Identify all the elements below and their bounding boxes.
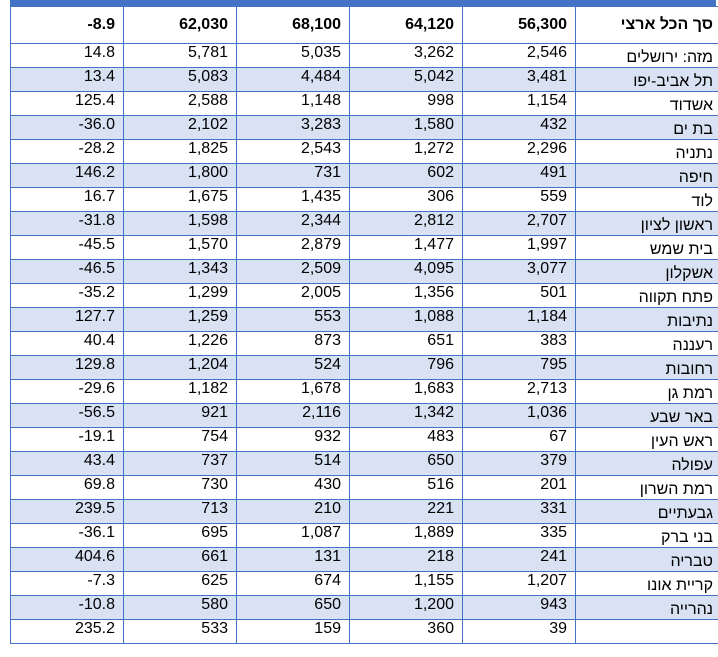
table-row <box>11 68 718 92</box>
value-cell[interactable]: 13.4 <box>11 68 124 92</box>
city-cell[interactable]: פתח תקווה <box>576 284 718 308</box>
value-cell[interactable]: 674 <box>237 572 350 596</box>
city-cell[interactable]: ראשון לציון <box>576 212 718 236</box>
value-cell[interactable]: 2,296 <box>463 140 576 164</box>
header-row <box>11 7 718 44</box>
value-cell[interactable]: 1,598 <box>124 212 237 236</box>
city-cell[interactable]: בית שמש <box>576 236 718 260</box>
table-row <box>11 596 718 620</box>
value-cell[interactable]: 651 <box>350 332 463 356</box>
value-cell[interactable]: -31.8 <box>11 212 124 236</box>
table-row <box>11 308 718 332</box>
value-cell[interactable]: 4,095 <box>350 260 463 284</box>
value-cell[interactable]: -19.1 <box>11 428 124 452</box>
value-cell[interactable]: 379 <box>463 452 576 476</box>
value-cell[interactable]: 210 <box>237 500 350 524</box>
city-cell[interactable]: טבריה <box>576 548 718 572</box>
table-row <box>11 332 718 356</box>
header-cell[interactable]: 64,120 <box>350 7 463 44</box>
city-cell[interactable]: מזה: ירושלים <box>576 44 718 68</box>
table-row <box>11 476 718 500</box>
table-row <box>11 548 718 572</box>
value-cell[interactable]: 40.4 <box>11 332 124 356</box>
value-cell[interactable]: 2,344 <box>237 212 350 236</box>
value-cell[interactable]: 754 <box>124 428 237 452</box>
value-cell[interactable]: 16.7 <box>11 188 124 212</box>
value-cell[interactable]: 1,800 <box>124 164 237 188</box>
value-cell[interactable]: 1,154 <box>463 92 576 116</box>
table-row <box>11 164 718 188</box>
table-row <box>11 572 718 596</box>
value-cell[interactable]: 491 <box>463 164 576 188</box>
value-cell[interactable]: 69.8 <box>11 476 124 500</box>
value-cell[interactable]: 1,088 <box>350 308 463 332</box>
value-cell[interactable]: 501 <box>463 284 576 308</box>
value-cell[interactable]: 1,356 <box>350 284 463 308</box>
value-cell[interactable]: 235.2 <box>11 620 124 644</box>
city-cell[interactable]: עפולה <box>576 452 718 476</box>
value-cell[interactable]: 2,713 <box>463 380 576 404</box>
value-cell[interactable]: 131 <box>237 548 350 572</box>
value-cell[interactable]: 932 <box>237 428 350 452</box>
value-cell[interactable]: 2,879 <box>237 236 350 260</box>
value-cell[interactable]: 625 <box>124 572 237 596</box>
value-cell[interactable]: 1,342 <box>350 404 463 428</box>
value-cell[interactable]: 241 <box>463 548 576 572</box>
city-cell[interactable]: ראש העין <box>576 428 718 452</box>
value-cell[interactable]: 1,207 <box>463 572 576 596</box>
value-cell[interactable]: 5,042 <box>350 68 463 92</box>
value-cell[interactable]: 2,116 <box>237 404 350 428</box>
table-row <box>11 260 718 284</box>
city-cell[interactable]: חיפה <box>576 164 718 188</box>
value-cell[interactable]: 360 <box>350 620 463 644</box>
value-cell[interactable]: 650 <box>350 452 463 476</box>
value-cell[interactable]: 533 <box>124 620 237 644</box>
value-cell[interactable]: 2,812 <box>350 212 463 236</box>
value-cell[interactable]: 1,435 <box>237 188 350 212</box>
value-cell[interactable]: 713 <box>124 500 237 524</box>
value-cell[interactable]: 43.4 <box>11 452 124 476</box>
value-cell[interactable]: -10.8 <box>11 596 124 620</box>
table-row <box>11 212 718 236</box>
header-cell[interactable]: 68,100 <box>237 7 350 44</box>
value-cell[interactable]: 1,580 <box>350 116 463 140</box>
value-cell[interactable]: 430 <box>237 476 350 500</box>
value-cell[interactable]: 239.5 <box>11 500 124 524</box>
city-cell[interactable]: תל אביב-יפו <box>576 68 718 92</box>
table-row <box>11 140 718 164</box>
value-cell[interactable]: 695 <box>124 524 237 548</box>
city-cell[interactable]: לוד <box>576 188 718 212</box>
value-cell[interactable]: 524 <box>237 356 350 380</box>
value-cell[interactable]: 1,678 <box>237 380 350 404</box>
value-cell[interactable]: 3,077 <box>463 260 576 284</box>
city-cell[interactable]: רעננה <box>576 332 718 356</box>
value-cell[interactable]: 432 <box>463 116 576 140</box>
value-cell[interactable]: 1,272 <box>350 140 463 164</box>
value-cell[interactable]: 1,683 <box>350 380 463 404</box>
table-row <box>11 524 718 548</box>
value-cell[interactable]: 553 <box>237 308 350 332</box>
value-cell[interactable]: -35.2 <box>11 284 124 308</box>
value-cell[interactable]: 559 <box>463 188 576 212</box>
value-cell[interactable]: 1,182 <box>124 380 237 404</box>
value-cell[interactable]: 1,155 <box>350 572 463 596</box>
value-cell[interactable]: 1,087 <box>237 524 350 548</box>
value-cell[interactable]: 3,481 <box>463 68 576 92</box>
header-cell[interactable]: 62,030 <box>124 7 237 44</box>
table-row <box>11 116 718 140</box>
table-row <box>11 428 718 452</box>
value-cell[interactable]: 580 <box>124 596 237 620</box>
value-cell[interactable]: 2,543 <box>237 140 350 164</box>
city-cell[interactable]: בני ברק <box>576 524 718 548</box>
city-cell[interactable]: נתניה <box>576 140 718 164</box>
value-cell[interactable]: 127.7 <box>11 308 124 332</box>
value-cell[interactable]: 730 <box>124 476 237 500</box>
city-cell[interactable]: באר שבע <box>576 404 718 428</box>
value-cell[interactable]: 1,148 <box>237 92 350 116</box>
value-cell[interactable]: 661 <box>124 548 237 572</box>
value-cell[interactable]: 146.2 <box>11 164 124 188</box>
value-cell[interactable]: 1,204 <box>124 356 237 380</box>
value-cell[interactable]: 943 <box>463 596 576 620</box>
value-cell[interactable]: 796 <box>350 356 463 380</box>
value-cell[interactable]: 3,283 <box>237 116 350 140</box>
table-row <box>11 620 718 644</box>
table-row <box>11 92 718 116</box>
value-cell[interactable]: 331 <box>463 500 576 524</box>
value-cell[interactable]: 1,036 <box>463 404 576 428</box>
header-label[interactable] <box>576 7 718 44</box>
value-cell[interactable]: 129.8 <box>11 356 124 380</box>
value-cell[interactable]: 1,226 <box>124 332 237 356</box>
value-cell[interactable]: -56.5 <box>11 404 124 428</box>
city-cell[interactable]: גבעתיים <box>576 500 718 524</box>
value-cell[interactable]: 2,588 <box>124 92 237 116</box>
table-row <box>11 356 718 380</box>
table-row <box>11 236 718 260</box>
city-cell[interactable]: אשקלון <box>576 260 718 284</box>
value-cell[interactable]: 125.4 <box>11 92 124 116</box>
value-cell[interactable]: 2,509 <box>237 260 350 284</box>
value-cell[interactable]: 2,102 <box>124 116 237 140</box>
value-cell[interactable]: 14.8 <box>11 44 124 68</box>
value-cell[interactable]: 1,675 <box>124 188 237 212</box>
city-cell[interactable]: נהרייה <box>576 596 718 620</box>
value-cell[interactable]: 483 <box>350 428 463 452</box>
value-cell[interactable]: 1,200 <box>350 596 463 620</box>
value-cell[interactable]: 306 <box>350 188 463 212</box>
value-cell[interactable]: 383 <box>463 332 576 356</box>
value-cell[interactable]: 998 <box>350 92 463 116</box>
value-cell[interactable]: 5,083 <box>124 68 237 92</box>
city-cell[interactable]: רמת גן <box>576 380 718 404</box>
value-cell[interactable]: -46.5 <box>11 260 124 284</box>
value-cell[interactable]: -36.0 <box>11 116 124 140</box>
value-cell[interactable]: 514 <box>237 452 350 476</box>
value-cell[interactable]: 1,184 <box>463 308 576 332</box>
table-row <box>11 500 718 524</box>
value-cell[interactable]: -45.5 <box>11 236 124 260</box>
value-cell[interactable]: 516 <box>350 476 463 500</box>
housing-data-table <box>10 6 718 644</box>
value-cell[interactable]: 2,707 <box>463 212 576 236</box>
value-cell[interactable]: -29.6 <box>11 380 124 404</box>
header-label-text: סך הכל ארצי <box>620 16 713 33</box>
value-cell[interactable]: 4,484 <box>237 68 350 92</box>
value-cell[interactable]: 873 <box>237 332 350 356</box>
value-cell[interactable]: 39 <box>463 620 576 644</box>
value-cell[interactable]: 1,997 <box>463 236 576 260</box>
value-cell[interactable]: 921 <box>124 404 237 428</box>
value-cell[interactable]: -28.2 <box>11 140 124 164</box>
value-cell[interactable]: 1,343 <box>124 260 237 284</box>
value-cell[interactable]: 159 <box>237 620 350 644</box>
value-cell[interactable]: 1,477 <box>350 236 463 260</box>
value-cell[interactable]: 335 <box>463 524 576 548</box>
table-row <box>11 380 718 404</box>
value-cell[interactable]: 221 <box>350 500 463 524</box>
city-cell[interactable] <box>576 620 718 644</box>
value-cell[interactable]: 5,781 <box>124 44 237 68</box>
value-cell[interactable]: 218 <box>350 548 463 572</box>
value-cell[interactable]: 731 <box>237 164 350 188</box>
value-cell[interactable]: 201 <box>463 476 576 500</box>
value-cell[interactable]: 1,259 <box>124 308 237 332</box>
header-cell[interactable]: -8.9 <box>11 7 124 44</box>
value-cell[interactable]: 650 <box>237 596 350 620</box>
city-cell[interactable]: קריית אונו <box>576 572 718 596</box>
value-cell[interactable]: 2,005 <box>237 284 350 308</box>
city-cell[interactable]: רמת השרון <box>576 476 718 500</box>
value-cell[interactable]: 1,889 <box>350 524 463 548</box>
city-cell[interactable]: נתיבות <box>576 308 718 332</box>
header-cell[interactable]: 56,300 <box>463 7 576 44</box>
value-cell[interactable]: 1,570 <box>124 236 237 260</box>
value-cell[interactable]: -7.3 <box>11 572 124 596</box>
table-row <box>11 44 718 68</box>
value-cell[interactable]: 2,546 <box>463 44 576 68</box>
table-row <box>11 452 718 476</box>
value-cell[interactable]: -36.1 <box>11 524 124 548</box>
value-cell[interactable]: 795 <box>463 356 576 380</box>
value-cell[interactable]: 5,035 <box>237 44 350 68</box>
city-cell[interactable]: אשדוד <box>576 92 718 116</box>
table-row <box>11 404 718 428</box>
value-cell[interactable]: 67 <box>463 428 576 452</box>
value-cell[interactable]: 602 <box>350 164 463 188</box>
value-cell[interactable]: 1,825 <box>124 140 237 164</box>
value-cell[interactable]: 737 <box>124 452 237 476</box>
value-cell[interactable]: 3,262 <box>350 44 463 68</box>
value-cell[interactable]: 404.6 <box>11 548 124 572</box>
city-cell[interactable]: רחובות <box>576 356 718 380</box>
table-row <box>11 284 718 308</box>
value-cell[interactable]: 1,299 <box>124 284 237 308</box>
city-cell[interactable]: בת ים <box>576 116 718 140</box>
table-row <box>11 188 718 212</box>
